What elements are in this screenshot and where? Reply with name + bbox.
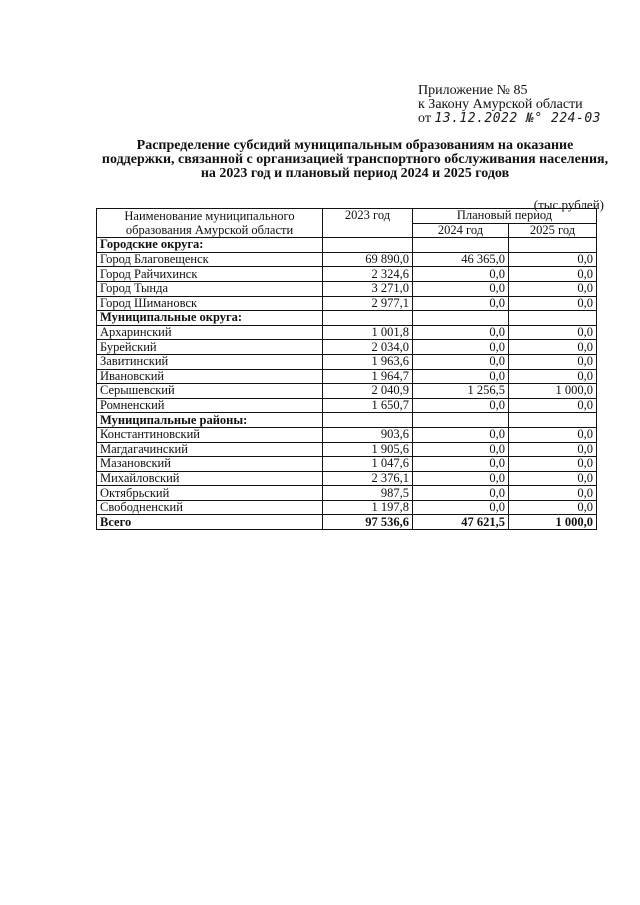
total-2025: 1 000,0: [509, 515, 597, 530]
empty-cell: [323, 238, 413, 253]
value-2024: 0,0: [413, 369, 509, 384]
municipality-name: Свободненский: [97, 500, 323, 515]
value-2025: 0,0: [509, 500, 597, 515]
document-title: Распределение субсидий муниципальным образованиям на оказание поддержки, связанной с организацией транспортного обслуживания населения, на 2023 год и плановый период 2024 и 2025 годов: [101, 138, 609, 181]
empty-cell: [323, 413, 413, 428]
value-2024: 0,0: [413, 398, 509, 413]
table-row: [97, 398, 597, 413]
handwritten-date-number: 13.12.2022 №° 224-03: [434, 111, 601, 126]
table-body: [97, 238, 597, 530]
appendix-law: к Закону Амурской области: [418, 97, 583, 112]
value-2023: 2 977,1: [323, 296, 413, 311]
header-planned-period: Плановый период: [413, 209, 597, 224]
value-2024: 0,0: [413, 354, 509, 369]
municipality-name: Михайловский: [97, 471, 323, 486]
value-2023: 1 001,8: [323, 325, 413, 340]
municipality-name: Архаринский: [97, 325, 323, 340]
value-2023: 1 650,7: [323, 398, 413, 413]
value-2024: 46 365,0: [413, 252, 509, 267]
group-label: Городские округа:: [97, 238, 323, 253]
value-2025: 0,0: [509, 471, 597, 486]
table-row: [97, 369, 597, 384]
empty-cell: [413, 238, 509, 253]
value-2023: 3 271,0: [323, 281, 413, 296]
value-2025: 0,0: [509, 457, 597, 472]
municipality-name: Ивановский: [97, 369, 323, 384]
appendix-date-prefix: от: [418, 111, 431, 126]
value-2025: 0,0: [509, 427, 597, 442]
value-2025: 0,0: [509, 442, 597, 457]
appendix-date-line: [418, 112, 601, 126]
municipality-name: Бурейский: [97, 340, 323, 355]
group-label: Муниципальные округа:: [97, 311, 323, 326]
table-row: [97, 296, 597, 311]
header-name: Наименование муниципального образования Амурской области: [97, 209, 323, 238]
value-2025: 0,0: [509, 267, 597, 282]
appendix-block: [418, 84, 601, 126]
units-label: (тыс.рублей): [533, 197, 604, 212]
value-2025: 0,0: [509, 398, 597, 413]
value-2023: 1 047,6: [323, 457, 413, 472]
total-2023: 97 536,6: [323, 515, 413, 530]
municipality-name: Константиновский: [97, 427, 323, 442]
table-row: [97, 384, 597, 399]
table-row: [97, 281, 597, 296]
total-2024: 47 621,5: [413, 515, 509, 530]
value-2023: 1 964,7: [323, 369, 413, 384]
value-2024: 0,0: [413, 281, 509, 296]
value-2024: 0,0: [413, 457, 509, 472]
value-2025: 0,0: [509, 296, 597, 311]
value-2025: 0,0: [509, 354, 597, 369]
municipality-name: Город Благовещенск: [97, 252, 323, 267]
value-2023: 1 963,6: [323, 354, 413, 369]
value-2024: 0,0: [413, 340, 509, 355]
municipality-name: Мазановский: [97, 457, 323, 472]
subsidy-table: [96, 208, 597, 530]
value-2025: 0,0: [509, 325, 597, 340]
table-row: [97, 252, 597, 267]
value-2023: 1 197,8: [323, 500, 413, 515]
empty-cell: [413, 311, 509, 326]
empty-cell: [509, 311, 597, 326]
empty-cell: [509, 238, 597, 253]
table-row: [97, 267, 597, 282]
group-row: [97, 311, 597, 326]
value-2024: 0,0: [413, 471, 509, 486]
value-2023: 2 034,0: [323, 340, 413, 355]
value-2025: 0,0: [509, 486, 597, 501]
municipality-name: Октябрьский: [97, 486, 323, 501]
value-2025: 1 000,0: [509, 384, 597, 399]
value-2024: 0,0: [413, 427, 509, 442]
table-row: [97, 486, 597, 501]
group-row: [97, 238, 597, 253]
value-2024: 0,0: [413, 500, 509, 515]
table-row: [97, 325, 597, 340]
value-2025: 0,0: [509, 281, 597, 296]
empty-cell: [323, 311, 413, 326]
group-label: Муниципальные районы:: [97, 413, 323, 428]
municipality-name: Город Райчихинск: [97, 267, 323, 282]
value-2024: 0,0: [413, 442, 509, 457]
table-row: [97, 457, 597, 472]
table-row: [97, 471, 597, 486]
value-2023: 69 890,0: [323, 252, 413, 267]
table-row: [97, 442, 597, 457]
value-2024: 0,0: [413, 325, 509, 340]
value-2023: 2 324,6: [323, 267, 413, 282]
table-row: [97, 427, 597, 442]
value-2024: 1 256,5: [413, 384, 509, 399]
value-2025: 0,0: [509, 252, 597, 267]
municipality-name: Завитинский: [97, 354, 323, 369]
municipality-name: Ромненский: [97, 398, 323, 413]
value-2023: 2 040,9: [323, 384, 413, 399]
value-2025: 0,0: [509, 369, 597, 384]
value-2024: 0,0: [413, 267, 509, 282]
value-2024: 0,0: [413, 296, 509, 311]
header-2024: 2024 год: [413, 223, 509, 238]
value-2023: 2 376,1: [323, 471, 413, 486]
municipality-name: Город Шимановск: [97, 296, 323, 311]
value-2025: 0,0: [509, 340, 597, 355]
municipality-name: Город Тында: [97, 281, 323, 296]
total-label: Всего: [97, 515, 323, 530]
header-2025: 2025 год: [509, 223, 597, 238]
municipality-name: Магдагачинский: [97, 442, 323, 457]
appendix-number: Приложение № 85: [418, 83, 528, 98]
value-2023: 1 905,6: [323, 442, 413, 457]
value-2024: 0,0: [413, 486, 509, 501]
table-row: [97, 354, 597, 369]
total-row: [97, 515, 597, 530]
value-2023: 987,5: [323, 486, 413, 501]
empty-cell: [413, 413, 509, 428]
group-row: [97, 413, 597, 428]
empty-cell: [509, 413, 597, 428]
municipality-name: Серышевский: [97, 384, 323, 399]
table-row: [97, 340, 597, 355]
table-row: [97, 500, 597, 515]
value-2023: 903,6: [323, 427, 413, 442]
header-2023: 2023 год: [323, 209, 413, 238]
